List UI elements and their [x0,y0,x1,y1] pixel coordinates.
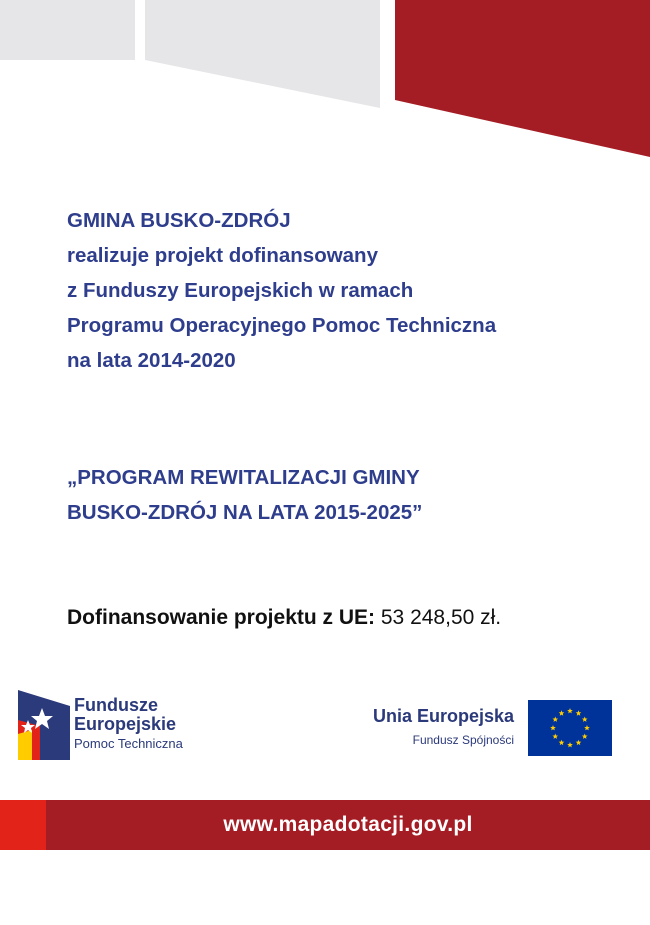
fundusze-europejskie-logo [18,690,218,765]
header-grey-block-left [0,0,135,60]
project-title-line: BUSKO-ZDRÓJ NA LATA 2015-2025” [67,501,423,524]
intro-line: realizuje projekt dofinansowany [67,244,378,267]
funding-label: Dofinansowanie projektu z UE: [67,606,376,629]
intro-line: na lata 2014-2020 [67,349,236,372]
intro-line: GMINA BUSKO-ZDRÓJ [67,209,291,232]
funding-amount: 53 248,50 zł. [380,606,502,629]
eu-flag-icon [528,700,612,756]
footer-red-accent [0,800,46,850]
fe-flag-icon [18,690,70,760]
unia-europejska-logo [366,706,514,747]
header-red-block [395,0,650,157]
header-grey-block-mid [145,0,380,108]
project-title-line: „PROGRAM REWITALIZACJI GMINY [67,466,420,489]
fe-line1: Fundusze [74,695,158,715]
fe-line2: Europejskie [74,714,177,734]
ue-name: Unia Europejska [372,706,514,726]
project-title [67,460,627,530]
funding-info [67,606,501,630]
footer-url-link[interactable]: www.mapadotacji.gov.pl [223,813,473,836]
intro-line: Programu Operacyjnego Pomoc Techniczna [67,314,497,337]
fe-line3: Pomoc Techniczna [74,736,183,751]
ue-fund: Fundusz Spójności [412,733,514,747]
footer-bar [0,800,650,850]
intro-line: z Funduszy Europejskich w ramach [67,279,414,302]
intro-text [67,203,627,378]
header-decoration [0,0,650,160]
